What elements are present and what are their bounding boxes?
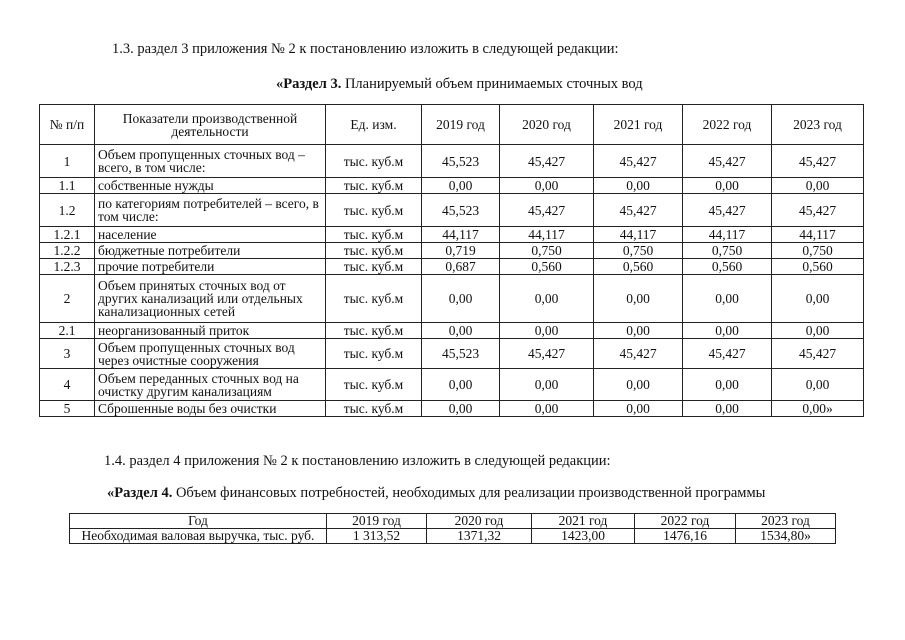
value-cell: 45,427 xyxy=(772,145,864,178)
value-cell: 0,00 xyxy=(683,275,772,323)
row-indicator: Сброшенные воды без очистки xyxy=(95,401,326,417)
value-cell: 0,00 xyxy=(500,275,594,323)
value-cell: 44,117 xyxy=(594,227,683,243)
value-cell: 0,00» xyxy=(772,401,864,417)
row-unit: тыс. куб.м xyxy=(326,243,422,259)
row-indicator: Объем пропущенных сточных вод через очистные сооружения xyxy=(95,339,326,369)
row-number: 1.2.2 xyxy=(40,243,95,259)
header-cell: 2019 год xyxy=(327,514,427,529)
value-cell: 0,560 xyxy=(594,259,683,275)
header-cell: 2020 год xyxy=(427,514,532,529)
row-indicator: Объем принятых сточных вод от других канализаций или отдельных канализационных сетей xyxy=(95,275,326,323)
value-cell: 0,719 xyxy=(422,243,500,259)
value-cell: 1476,16 xyxy=(635,529,736,544)
value-cell: 0,560 xyxy=(772,259,864,275)
row-unit: тыс. куб.м xyxy=(326,145,422,178)
value-cell: 0,00 xyxy=(594,369,683,401)
row-number: 1.1 xyxy=(40,178,95,194)
wastewater-volume-table xyxy=(39,104,864,417)
row-number: 2.1 xyxy=(40,323,95,339)
value-cell: 45,427 xyxy=(683,194,772,227)
row-number: 3 xyxy=(40,339,95,369)
value-cell: 45,427 xyxy=(683,145,772,178)
value-cell: 0,00 xyxy=(500,401,594,417)
section-3-title-text: Планируемый объем принимаемых сточных вод xyxy=(341,76,643,92)
value-cell: 45,427 xyxy=(772,339,864,369)
value-cell: 44,117 xyxy=(422,227,500,243)
value-cell: 45,523 xyxy=(422,339,500,369)
intro-paragraph-2: 1.4. раздел 4 приложения № 2 к постановлению изложить в следующей редакции: xyxy=(104,453,611,469)
row-number: 1.2 xyxy=(40,194,95,227)
header-cell: 2021 год xyxy=(594,105,683,145)
value-cell: 0,00 xyxy=(422,178,500,194)
header-cell: 2020 год xyxy=(500,105,594,145)
row-indicator: прочие потребители xyxy=(95,259,326,275)
value-cell: 45,427 xyxy=(500,339,594,369)
table-row xyxy=(40,178,864,194)
value-cell: 45,427 xyxy=(683,339,772,369)
value-cell: 0,687 xyxy=(422,259,500,275)
table-header-row xyxy=(40,105,864,145)
value-cell: 0,00 xyxy=(422,369,500,401)
table-row xyxy=(40,194,864,227)
row-indicator: Объем пропущенных сточных вод – всего, в том числе: xyxy=(95,145,326,178)
value-cell: 45,427 xyxy=(594,194,683,227)
value-cell: 0,00 xyxy=(594,323,683,339)
table-row xyxy=(40,145,864,178)
row-indicator: собственные нужды xyxy=(95,178,326,194)
row-unit: тыс. куб.м xyxy=(326,227,422,243)
financial-needs-table xyxy=(69,513,836,544)
value-cell: 0,750 xyxy=(594,243,683,259)
row-label: Необходимая валовая выручка, тыс. руб. xyxy=(70,529,327,544)
row-number: 1.2.3 xyxy=(40,259,95,275)
value-cell: 0,00 xyxy=(500,369,594,401)
section-4-title-text: Объем финансовых потребностей, необходимых для реализации производственной программы xyxy=(172,485,766,501)
table-header-row xyxy=(70,514,836,529)
value-cell: 44,117 xyxy=(772,227,864,243)
header-cell: Показатели производственной деятельности xyxy=(95,105,326,145)
value-cell: 44,117 xyxy=(683,227,772,243)
header-cell: № п/п xyxy=(40,105,95,145)
table-row xyxy=(40,323,864,339)
value-cell: 0,750 xyxy=(683,243,772,259)
value-cell: 1371,32 xyxy=(427,529,532,544)
row-unit: тыс. куб.м xyxy=(326,259,422,275)
row-indicator: население xyxy=(95,227,326,243)
value-cell: 0,00 xyxy=(422,323,500,339)
section-3-title xyxy=(276,76,643,93)
value-cell: 0,00 xyxy=(683,323,772,339)
value-cell: 0,00 xyxy=(683,401,772,417)
header-cell: 2022 год xyxy=(683,105,772,145)
table-row xyxy=(40,259,864,275)
value-cell: 0,560 xyxy=(500,259,594,275)
value-cell: 0,00 xyxy=(594,401,683,417)
value-cell: 45,427 xyxy=(500,145,594,178)
value-cell: 0,00 xyxy=(772,275,864,323)
row-unit: тыс. куб.м xyxy=(326,339,422,369)
table-row xyxy=(40,401,864,417)
value-cell: 45,523 xyxy=(422,194,500,227)
row-indicator: неорганизованный приток xyxy=(95,323,326,339)
row-number: 4 xyxy=(40,369,95,401)
value-cell: 44,117 xyxy=(500,227,594,243)
row-unit: тыс. куб.м xyxy=(326,323,422,339)
value-cell: 0,00 xyxy=(772,369,864,401)
value-cell: 0,750 xyxy=(772,243,864,259)
row-unit: тыс. куб.м xyxy=(326,275,422,323)
value-cell: 0,00 xyxy=(772,178,864,194)
header-cell: 2023 год xyxy=(736,514,836,529)
value-cell: 0,00 xyxy=(594,275,683,323)
header-cell: 2019 год xyxy=(422,105,500,145)
value-cell: 0,560 xyxy=(683,259,772,275)
value-cell: 45,427 xyxy=(500,194,594,227)
table-row xyxy=(40,243,864,259)
header-cell: 2023 год xyxy=(772,105,864,145)
table-row xyxy=(40,369,864,401)
value-cell: 45,427 xyxy=(594,339,683,369)
value-cell: 0,00 xyxy=(772,323,864,339)
table-row xyxy=(40,227,864,243)
value-cell: 0,00 xyxy=(500,323,594,339)
table-row xyxy=(70,529,836,544)
value-cell: 1 313,52 xyxy=(327,529,427,544)
value-cell: 45,523 xyxy=(422,145,500,178)
row-indicator: бюджетные потребители xyxy=(95,243,326,259)
row-unit: тыс. куб.м xyxy=(326,369,422,401)
value-cell: 45,427 xyxy=(772,194,864,227)
header-cell: Год xyxy=(70,514,327,529)
row-unit: тыс. куб.м xyxy=(326,194,422,227)
value-cell: 0,750 xyxy=(500,243,594,259)
row-indicator: по категориям потребителей – всего, в том числе: xyxy=(95,194,326,227)
row-number: 1.2.1 xyxy=(40,227,95,243)
row-unit: тыс. куб.м xyxy=(326,401,422,417)
header-cell: Ед. изм. xyxy=(326,105,422,145)
row-unit: тыс. куб.м xyxy=(326,178,422,194)
section-4-title xyxy=(107,485,765,502)
section-3-prefix: «Раздел 3. xyxy=(276,76,342,92)
row-number: 1 xyxy=(40,145,95,178)
header-cell: 2021 год xyxy=(532,514,635,529)
value-cell: 0,00 xyxy=(683,369,772,401)
value-cell: 0,00 xyxy=(500,178,594,194)
header-cell: 2022 год xyxy=(635,514,736,529)
value-cell: 45,427 xyxy=(594,145,683,178)
value-cell: 1534,80» xyxy=(736,529,836,544)
section-4-prefix: «Раздел 4. xyxy=(107,485,173,501)
row-number: 2 xyxy=(40,275,95,323)
value-cell: 0,00 xyxy=(422,275,500,323)
table-row xyxy=(40,339,864,369)
row-number: 5 xyxy=(40,401,95,417)
value-cell: 0,00 xyxy=(422,401,500,417)
value-cell: 0,00 xyxy=(594,178,683,194)
value-cell: 1423,00 xyxy=(532,529,635,544)
intro-paragraph-1: 1.3. раздел 3 приложения № 2 к постановлению изложить в следующей редакции: xyxy=(112,41,619,57)
table-row xyxy=(40,275,864,323)
row-indicator: Объем переданных сточных вод на очистку другим канализациям xyxy=(95,369,326,401)
value-cell: 0,00 xyxy=(683,178,772,194)
